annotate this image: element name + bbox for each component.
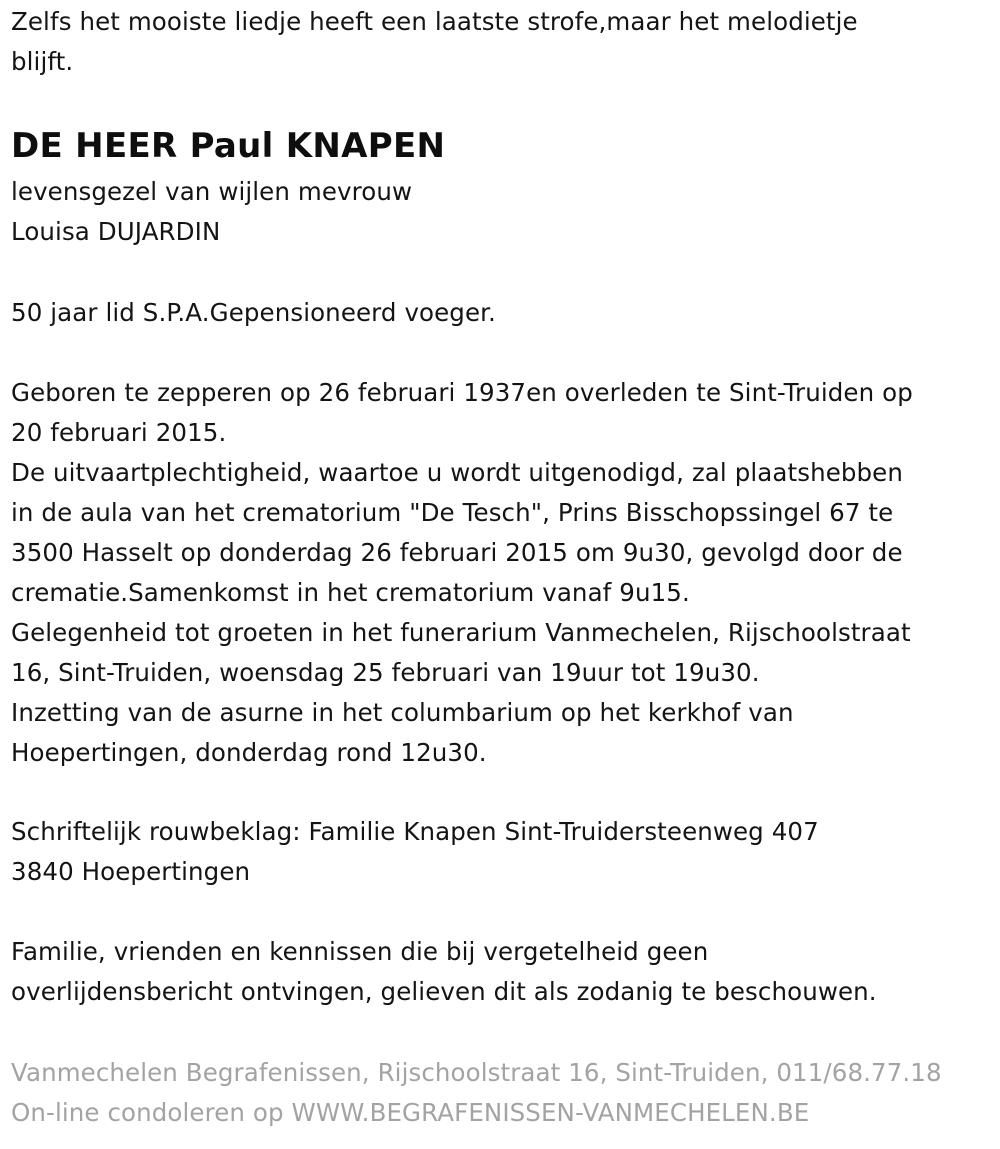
quote-line: blijft. [11, 47, 74, 76]
footer-line: On-line condoleren op WWW.BEGRAFENISSEN-VANMECHELEN.BE [11, 1098, 810, 1127]
details-line: 20 februari 2015. [11, 418, 227, 447]
family-notice [11, 932, 877, 1012]
membership-info [11, 293, 496, 333]
partner-line: Louisa DUJARDIN [11, 217, 221, 246]
notice-line: Familie, vrienden en kennissen die bij vergetelheid geen [11, 937, 709, 966]
details-line: Geboren te zepperen op 26 februari 1937en overleden te Sint-Truiden op [11, 378, 913, 407]
opening-quote [11, 2, 858, 82]
condolence-line: Schriftelijk rouwbeklag: Familie Knapen Sint-Truidersteenweg 407 [11, 817, 819, 846]
details-line: 16, Sint-Truiden, woensdag 25 februari van 19uur tot 19u30. [11, 658, 760, 687]
partner-line: levensgezel van wijlen mevrouw [11, 177, 413, 206]
details-line: 3500 Hasselt op donderdag 26 februari 2015 om 9u30, gevolgd door de [11, 538, 903, 567]
details-line: Gelegenheid tot groeten in het funerarium Vanmechelen, Rijschoolstraat [11, 618, 911, 647]
undertaker-footer [11, 1053, 942, 1133]
deceased-name: DE HEER Paul KNAPEN [11, 126, 446, 166]
funeral-details [11, 373, 913, 773]
details-line: Inzetting van de asurne in het columbarium op het kerkhof van [11, 698, 794, 727]
footer-line: Vanmechelen Begrafenissen, Rijschoolstraat 16, Sint-Truiden, 011/68.77.18 [11, 1058, 942, 1087]
membership-line: 50 jaar lid S.P.A.Gepensioneerd voeger. [11, 298, 496, 327]
notice-line: overlijdensbericht ontvingen, gelieven dit als zodanig te beschouwen. [11, 977, 877, 1006]
details-line: crematie.Samenkomst in het crematorium vanaf 9u15. [11, 578, 690, 607]
details-line: Hoepertingen, donderdag rond 12u30. [11, 738, 487, 767]
quote-line: Zelfs het mooiste liedje heeft een laatste strofe,maar het melodietje [11, 7, 858, 36]
condolence-address [11, 812, 819, 892]
condolence-line: 3840 Hoepertingen [11, 857, 251, 886]
details-line: in de aula van het crematorium "De Tesch", Prins Bisschopssingel 67 te [11, 498, 894, 527]
details-line: De uitvaartplechtigheid, waartoe u wordt uitgenodigd, zal plaatshebben [11, 458, 903, 487]
partner-info [11, 172, 412, 252]
